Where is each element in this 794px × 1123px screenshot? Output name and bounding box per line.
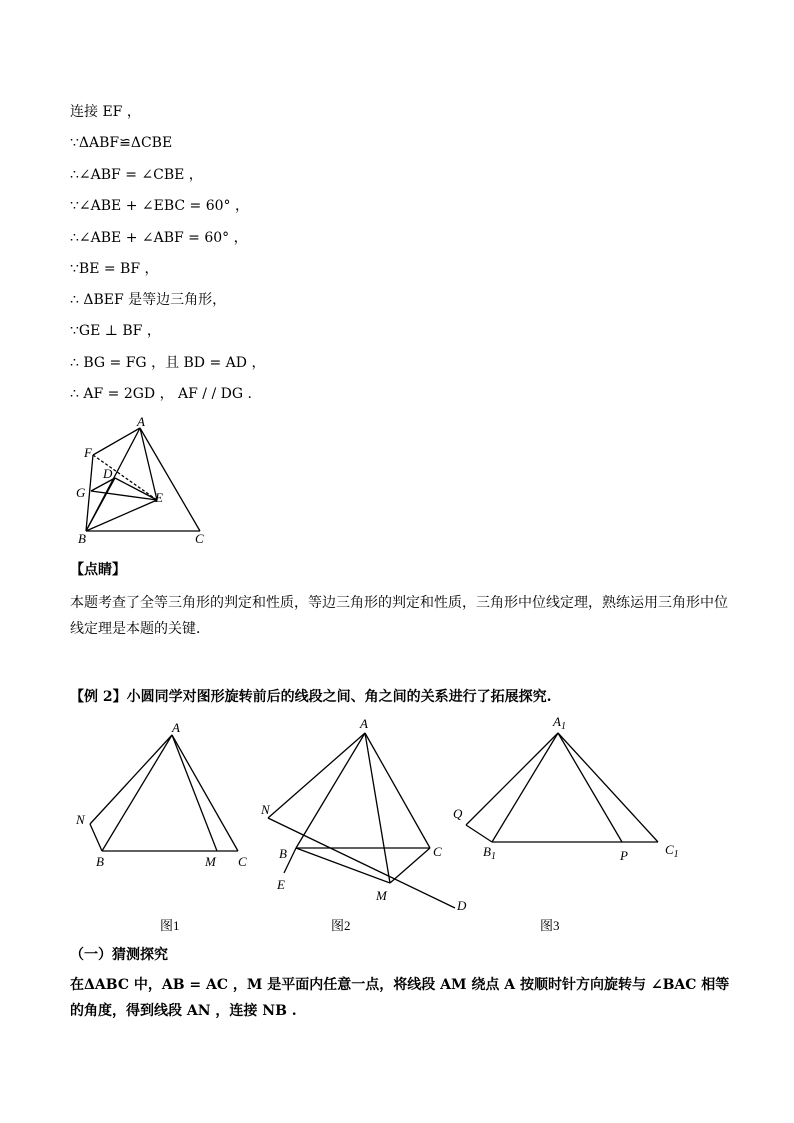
fig1-label-A: A	[172, 720, 180, 735]
fig1-label-C: C	[238, 854, 247, 869]
fig1-caption: 图1	[160, 918, 180, 933]
fig3-label-A: $A_1$	[553, 714, 566, 732]
fig3-caption: 图3	[540, 918, 560, 933]
dianjing-text: 本题考查了全等三角形的判定和性质，等边三角形的判定和性质，三角形中位线定理，熟练运用三角形中位线定理是本题的关键．	[70, 595, 728, 637]
proof-line-5: ∴∠ABE + ∠ABF = 60° ，	[70, 230, 248, 246]
label-G: G	[76, 485, 86, 500]
label-E: E	[155, 490, 163, 505]
label-C: C	[195, 531, 204, 546]
fig1-label-N: N	[76, 812, 85, 827]
fig3-label-Q: Q	[453, 806, 463, 821]
fig1-label-B: B	[96, 854, 104, 869]
proof-line-7: ∴ ΔBEF 是等边三角形，	[70, 292, 227, 308]
dianjing-heading: 【点睛】	[70, 562, 126, 578]
proof-line-4: ∵∠ABE + ∠EBC = 60° ，	[70, 198, 249, 214]
proof-line-6: ∵BE = BF ，	[70, 261, 159, 277]
fig1-label-M: M	[205, 854, 216, 869]
fig2-label-N: N	[261, 802, 270, 817]
fig2-label-B: B	[279, 846, 287, 861]
proof-line-8: ∵GE ⊥ BF ，	[70, 323, 161, 339]
proof-line-9: ∴ BG = FG ，且 BD = AD ，	[70, 355, 266, 371]
example-title: 【例 2】小圆同学对图形旋转前后的线段之间、角之间的关系进行了拓展探究.	[70, 689, 552, 705]
fig2-caption: 图2	[331, 918, 351, 933]
proof-line-10: ∴ AF = 2GD ， AF / / DG .	[70, 386, 252, 402]
proof-line-1: 连接 EF ，	[70, 104, 141, 120]
label-D: D	[103, 466, 113, 481]
fig3-label-P: P	[620, 848, 628, 863]
fig2-label-E: E	[277, 877, 285, 892]
label-F: F	[84, 445, 92, 460]
fig3-label-C: $C_1$	[665, 842, 679, 860]
label-B: B	[78, 531, 86, 546]
fig2-label-D: D	[457, 898, 467, 913]
proof-line-2: ∵ΔABF≌ΔCBE	[70, 135, 173, 151]
fig2-label-M: M	[376, 888, 387, 903]
label-A: A	[137, 414, 145, 429]
fig2-label-A: A	[360, 716, 368, 731]
fig2-label-C: C	[433, 844, 442, 859]
fig3-label-B: $B_1$	[483, 844, 496, 862]
section-heading: （一）猜测探究	[70, 947, 168, 963]
proof-line-3: ∴∠ABF = ∠CBE ，	[70, 167, 203, 183]
section-text: 在ΔABC 中，AB = AC ，M 是平面内任意一点，将线段 AM 绕点 A 按顺时针方向旋转与 ∠BAC 相等的角度，得到线段 AN ，连接 NB .	[70, 977, 730, 1019]
